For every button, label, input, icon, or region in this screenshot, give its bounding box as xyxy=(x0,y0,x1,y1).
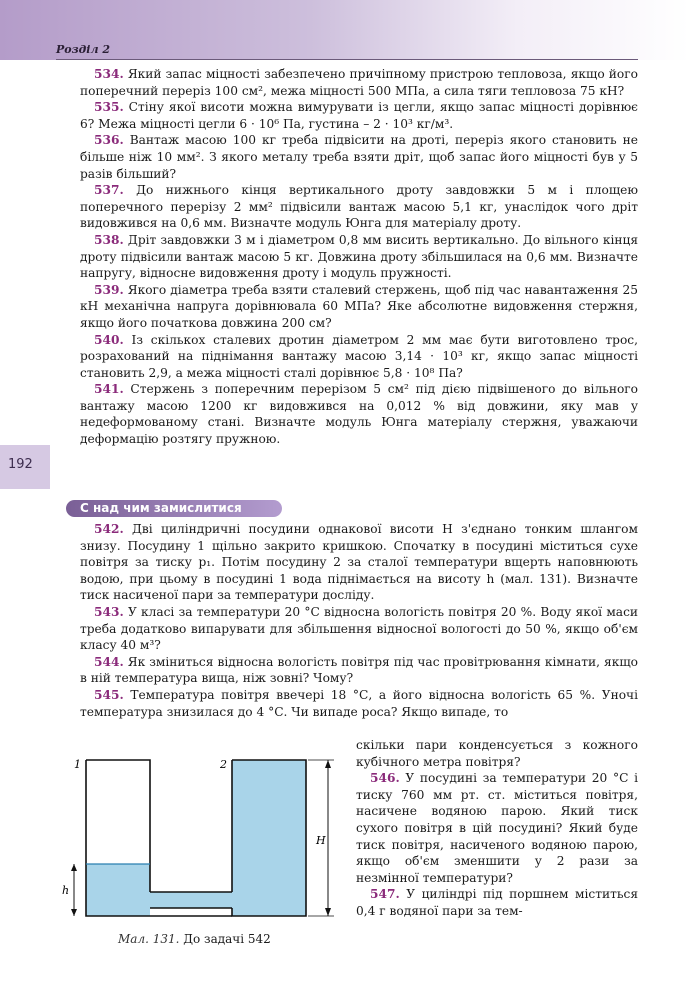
problem-540 xyxy=(80,332,638,382)
problem-text: Який запас міцності забезпечено причіпному пристрою тепловоза, якщо його поперечний переріз 100 см², межа міцності 500 МПа, а сила тяги тепловоза 75 кН? xyxy=(80,67,638,98)
problems-block-a xyxy=(80,66,638,448)
header-rule xyxy=(56,59,638,60)
H-arrow-bottom xyxy=(325,908,331,916)
water-vessel-1 xyxy=(86,864,150,916)
problem-number: 534. xyxy=(94,67,124,81)
problem-541 xyxy=(80,381,638,447)
problem-number: 545. xyxy=(94,687,124,702)
problem-number: 535. xyxy=(94,100,124,115)
figure-131-vessels xyxy=(62,752,350,952)
problem-535 xyxy=(80,99,638,132)
label-H: H xyxy=(316,834,326,847)
problem-539 xyxy=(80,282,638,332)
problem-text: Якого діаметра треба взяти сталевий стержень, щоб під час навантаження 25 кН механічна напруга дорівнювала 60 МПа? Яке абсолютне видовження стержня, якщо його початкова довжина 200 см? xyxy=(80,282,638,330)
label-2: 2 xyxy=(220,758,227,771)
problem-545-continued: скільки пари конденсується з кожного кубічного метра повітря? xyxy=(356,738,638,769)
problem-number: 547. xyxy=(370,887,400,902)
problem-text: У посудині за температури 20 °С і тиску 760 мм рт. ст. міститься повітря, насичене водяною парою. Який тиск сухого повітря в цій посудині? Який буде тиск повітря, насиченого водяною парою, якщо об'єм зменшити у 2 рази за незмінної температури? xyxy=(356,771,638,885)
caption-label: Мал. 131. xyxy=(118,932,180,946)
label-h: h xyxy=(62,884,70,897)
problem-546 xyxy=(356,770,638,886)
problem-number: 543. xyxy=(94,604,124,619)
problem-text: Стіну якої висоти можна вимурувати із цегли, якщо запас міцності дорівнює 6? Межа міцності цегли 6 · 10⁶ Па, густина – 2 · 10³ кг/м³. xyxy=(80,100,639,131)
problem-number: 546. xyxy=(370,771,400,786)
problems-block-c xyxy=(356,737,638,920)
problem-538 xyxy=(80,232,638,282)
problem-text: Дріт завдовжки 3 м і діаметром 0,8 мм висить вертикально. До вільного кінця дроту підвісили вантаж масою 5 кг. Довжина дроту збільшилася на 0,6 мм. Визначте напругу, відносне видовження дроту і модуль пружності. xyxy=(80,232,639,281)
problem-text: Із скількох сталевих дротин діаметром 2 мм має бути виготовлено трос, розрахований на піднімання вантажу масою 3,14 · 10³ кг, якщо запас міцності становить 2,9, а межа міцності сталі дорівнює 5,8 · 10⁸ Па? xyxy=(80,332,639,380)
water-vessel-2 xyxy=(232,760,306,916)
figure-caption xyxy=(118,932,271,946)
h-arrow-bottom xyxy=(71,909,77,916)
problem-number: 541. xyxy=(94,382,124,397)
problems-block-b xyxy=(80,521,638,720)
problem-544 xyxy=(80,654,638,687)
label-1: 1 xyxy=(74,758,81,771)
problem-number: 539. xyxy=(94,282,124,297)
H-arrow-top xyxy=(325,760,331,768)
problem-text: У класі за температури 20 °С відносна вологість повітря 20 %. Воду якої маси треба додатково випарувати для збільшення відносної вологості до 50 %, якщо об'єм класу 40 м³? xyxy=(80,604,639,653)
problem-number: 538. xyxy=(94,232,124,247)
problem-text: Вантаж масою 100 кг треба підвісити на дроті, переріз якого становить не більше ніж 10 мм². З якого металу треба взяти дріт, щоб запас його міцності був у 5 разів більший? xyxy=(80,133,639,181)
problem-text: Як зміниться відносна вологість повітря під час провітрювання кімнати, якщо в ній температура вища, ніж зовні? Чому? xyxy=(80,654,639,686)
problem-text: Дві циліндричні посудини однакової висоти H з'єднано тонким шлангом знизу. Посудину 1 щільно закрито кришкою. Спочатку в посудині міститься сухе повітря за тиску p₁. Потім посудину 2 за сталої температури вщерть наповнюють водою, при цьому в посудині 1 вода піднімається на висоту h (мал. 131). Визначте тиск насиченої пари за температури досліду. xyxy=(80,522,638,603)
problem-number: 544. xyxy=(94,654,124,669)
problem-text: Стержень з поперечним перерізом 5 см² під дією підвішеного до вільного вантажу масою 1200 кг видовжився на 0,012 % від довжини, яку мав у недеформованому стані. Визначте модуль Юнга матеріалу стержня, уважаючи деформацію розтягу пружною. xyxy=(80,382,638,447)
problem-545 xyxy=(80,687,638,720)
problem-536 xyxy=(80,132,638,182)
problem-number: 540. xyxy=(94,332,124,347)
section-label: Розділ 2 xyxy=(56,43,110,56)
problem-534 xyxy=(80,66,638,99)
problem-number: 542. xyxy=(94,522,124,536)
problem-text: У циліндрі під поршнем міститься 0,4 г водяної пари за тем- xyxy=(356,887,639,918)
caption-text: До задачі 542 xyxy=(183,932,271,946)
page-number: 192 xyxy=(8,457,33,472)
problem-text: До нижнього кінця вертикального дроту завдовжки 5 м і площею поперечного перерізу 2 мм² підвісили вантаж масою 5,1 кг, унаслідок чого дріт видовжився на 0,6 мм. Визначте модуль Юнга для матеріалу дроту. xyxy=(80,183,639,231)
water-tube xyxy=(150,892,232,908)
problem-number: 537. xyxy=(94,183,124,198)
h-arrow-top xyxy=(71,864,77,871)
section-badge: С над чим замислитися xyxy=(66,500,282,517)
problem-number: 536. xyxy=(94,133,124,148)
problem-537 xyxy=(80,182,638,232)
problem-547 xyxy=(356,886,638,919)
problem-542 xyxy=(80,521,638,604)
problem-543 xyxy=(80,604,638,654)
problem-text: Температура повітря ввечері 18 °С, а його відносна вологість 65 %. Уночі температура знизилася до 4 °С. Чи випаде роса? Якщо випаде, то xyxy=(80,687,638,719)
